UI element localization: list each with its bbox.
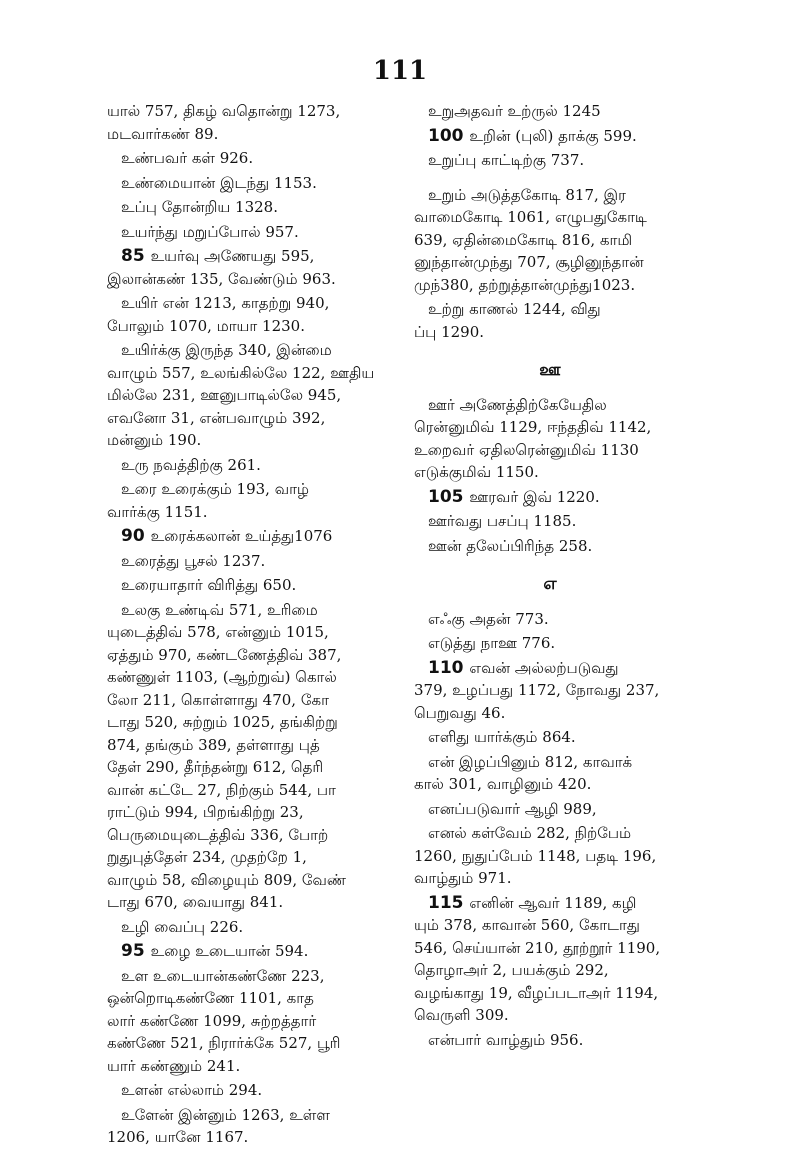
- index-entry: [107, 196, 379, 221]
- entry-line: [107, 221, 379, 244]
- entry-line: [414, 149, 686, 172]
- index-entry: [414, 535, 686, 560]
- entry-line: [107, 478, 379, 501]
- entry-number: 85: [121, 246, 151, 266]
- entry-line: [414, 298, 686, 321]
- index-entry: [107, 147, 379, 172]
- entry-line: [414, 892, 686, 915]
- entry-line: [107, 123, 379, 146]
- index-entry: [107, 1104, 379, 1151]
- entry-text: வார்க்கு 1151.: [107, 502, 208, 521]
- entry-text: எவனோ 31, என்பவாழும் 392,: [107, 408, 326, 427]
- entry-number: 115: [428, 892, 470, 913]
- entry-line: [107, 407, 379, 430]
- index-entry: [107, 940, 379, 965]
- entry-line: [107, 268, 379, 291]
- entry-line: [414, 959, 686, 982]
- entry-text: உளேன் இன்னும் 1263, உள்ள: [121, 1105, 330, 1124]
- index-entry: [414, 184, 686, 299]
- entry-line: [107, 987, 379, 1010]
- entry-text: 1206, யானே 1167.: [107, 1128, 249, 1146]
- entry-line: [107, 621, 379, 644]
- entry-text: உயர்வு அணேயது 595,: [150, 247, 315, 265]
- entry-line: [107, 916, 379, 939]
- entry-text: மடவார்கண் 89.: [107, 124, 219, 143]
- entry-line: [414, 632, 686, 655]
- entry-line: [414, 822, 686, 845]
- entry-line: [107, 666, 379, 689]
- entry-line: [414, 100, 686, 123]
- entry-text: பெறுவது 46.: [414, 703, 506, 722]
- entry-line: [107, 292, 379, 315]
- index-entry: [414, 632, 686, 657]
- entry-text: போலும் 1070, மாயா 1230.: [107, 316, 305, 335]
- entry-line: [107, 1032, 379, 1055]
- index-entry: [107, 245, 379, 292]
- index-entry: [414, 608, 686, 633]
- entry-number: 95: [121, 941, 151, 961]
- entry-text: லார் கண்ணே 1099, சுற்றத்தார்: [107, 1011, 317, 1030]
- entry-text: வெருளி 309.: [414, 1006, 509, 1024]
- entry-text: ஏத்தும் 970, கண்டணேத்திவ் 387,: [107, 645, 342, 664]
- entry-line: [107, 689, 379, 712]
- entry-line: [107, 245, 379, 268]
- entry-text: வாமைகோடி 1061, எழுபதுகோடி: [414, 208, 647, 226]
- entry-text: உறுஅதவர் உற்ருல் 1245: [428, 102, 601, 120]
- entry-text: ப்பு 1290.: [414, 322, 485, 341]
- entry-line: [107, 574, 379, 597]
- index-entry: [107, 916, 379, 941]
- entry-line: [414, 274, 686, 297]
- index-entry: [107, 478, 379, 525]
- entry-line: [107, 147, 379, 170]
- index-entry: [414, 298, 686, 345]
- entry-line: [107, 454, 379, 477]
- entry-text: வழங்காது 19, வீழப்படாஅர் 1194,: [414, 983, 659, 1002]
- entry-line: [107, 525, 379, 548]
- entry-line: [414, 251, 686, 274]
- entry-text: உள உடையான்கண்ணே 223,: [121, 966, 325, 985]
- index-entry: [107, 525, 379, 550]
- index-entry: [107, 339, 379, 454]
- entry-text: எஃகு அதன் 773.: [428, 609, 549, 628]
- entry-line: [414, 1004, 686, 1027]
- index-entry: [107, 965, 379, 1080]
- entry-text: உழை உடையான் 594.: [150, 942, 309, 960]
- entry-line: [107, 734, 379, 757]
- entry-text: 546, செய்யான் 210, தூற்றூர் 1190,: [414, 938, 661, 957]
- index-entry: [414, 510, 686, 535]
- index-entry: [414, 486, 686, 511]
- index-entry: [107, 221, 379, 246]
- entry-line: [107, 315, 379, 338]
- entry-text: மில்லே 231, ஊனுபாடில்லே 945,: [107, 386, 342, 404]
- entry-text: உரை உரைக்கும் 193, வாழ்: [121, 480, 309, 498]
- entry-text: உறின் (புலி) தாக்கு 599.: [469, 126, 637, 145]
- index-entry: [414, 125, 686, 150]
- entry-text: ஊர் அணேத்திற்கேயேதில: [428, 395, 607, 414]
- entry-text: உறைவர் ஏதிலரென்னுமிவ் 1130: [414, 440, 639, 459]
- entry-line: [107, 644, 379, 667]
- entry-line: [107, 824, 379, 847]
- entry-text: வாழ்தும் 971.: [414, 869, 512, 887]
- entry-line: [414, 206, 686, 229]
- entry-line: [414, 751, 686, 774]
- entry-text: ஊர்வது பசப்பு 1185.: [428, 512, 577, 530]
- entry-line: [107, 1055, 379, 1078]
- entry-text: லோ 211, கொள்ளாது 470, கோ: [107, 690, 329, 709]
- index-entry: [414, 100, 686, 125]
- entry-line: [107, 100, 379, 123]
- entry-line: [107, 172, 379, 195]
- entry-line: [414, 510, 686, 533]
- entry-line: [107, 779, 379, 802]
- index-entry: [107, 172, 379, 197]
- entry-text: உற்று காணல் 1244, விது: [428, 300, 601, 318]
- entry-text: உலகு உண்டிவ் 571, உரிமை: [121, 600, 318, 619]
- entry-number: 105: [428, 486, 470, 507]
- entry-text: கால் 301, வாழினும் 420.: [414, 775, 592, 793]
- left-column: [107, 100, 379, 1151]
- entry-text: ரென்னுமிவ் 1129, ஈந்ததிவ் 1142,: [414, 418, 652, 436]
- entry-line: [414, 535, 686, 558]
- entry-line: [107, 940, 379, 963]
- entry-line: [107, 384, 379, 407]
- entry-text: ராட்டும் 994, பிறங்கிற்று 23,: [107, 803, 304, 821]
- entry-text: உயிர் என் 1213, காதற்று 940,: [121, 294, 330, 312]
- entry-line: [414, 914, 686, 937]
- index-entry: [107, 292, 379, 339]
- entry-text: உழி வைப்பு 226.: [121, 917, 244, 936]
- entry-text: றுதுபுத்தேள் 234, முதற்றே 1,: [107, 848, 307, 866]
- entry-text: தேள் 290, தீர்ந்தன்று 612, தெரி: [107, 758, 324, 776]
- spacer: [414, 174, 686, 184]
- entry-text: யும் 378, காவான் 560, கோடாது: [414, 916, 640, 934]
- entry-text: உரைத்து பூசல் 1237.: [121, 551, 266, 570]
- entry-line: [107, 965, 379, 988]
- entry-text: எனல் கள்வேம் 282, நிற்பேம்: [428, 824, 632, 842]
- entry-line: [107, 846, 379, 869]
- entry-text: உயிர்க்கு இருந்த 340, இன்மை: [121, 341, 332, 359]
- index-entry: [414, 892, 686, 1029]
- entry-text: முந்380, தற்றுத்தான்முந்து1023.: [414, 275, 636, 294]
- index-entry: [107, 574, 379, 599]
- entry-text: உரைக்கலான் உய்த்து1076: [150, 527, 333, 545]
- entry-number: 90: [121, 526, 151, 546]
- entry-text: 1260, நுதுப்பேம் 1148, பதடி 196,: [414, 846, 657, 865]
- entry-text: ஒன்றொடிகண்ணே 1101, காத: [107, 989, 314, 1007]
- entry-text: வாழும் 58, விழையும் 809, வேண்: [107, 870, 346, 889]
- entry-text: உரையாதார் விரித்து 650.: [121, 576, 297, 594]
- section-letter-heading: ஊ: [539, 360, 561, 380]
- entry-text: யால் 757, திகழ் வதொன்று 1273,: [107, 102, 341, 120]
- entry-text: உயர்ந்து மறுப்போல் 957.: [121, 222, 299, 241]
- entry-text: 874, தங்கும் 389, தள்ளாது புத்: [107, 735, 320, 754]
- page-number: 111: [372, 56, 428, 86]
- entry-line: [414, 726, 686, 749]
- entry-text: எடுக்குமிவ் 1150.: [414, 463, 539, 481]
- entry-text: டாது 670, வையாது 841.: [107, 893, 284, 911]
- right-column: [414, 100, 686, 1053]
- entry-line: [107, 339, 379, 362]
- entry-text: 379, உழப்பது 1172, நோவது 237,: [414, 681, 660, 699]
- entry-line: [414, 125, 686, 148]
- index-entry: [414, 394, 686, 486]
- entry-line: [414, 321, 686, 344]
- entry-line: [107, 550, 379, 573]
- entry-line: [414, 461, 686, 484]
- entry-text: இலான்கண் 135, வேண்டும் 963.: [107, 269, 336, 288]
- entry-line: [107, 1104, 379, 1127]
- entry-line: [107, 1010, 379, 1033]
- index-entry: [414, 149, 686, 174]
- entry-line: [414, 937, 686, 960]
- entry-text: டாது 520, சுற்றும் 1025, தங்கிற்று: [107, 713, 338, 731]
- entry-line: [414, 982, 686, 1005]
- entry-text: உறும் அடுத்தகோடி 817, இர: [428, 185, 626, 204]
- entry-text: ஊரவர் இவ் 1220.: [469, 487, 600, 506]
- entry-text: எவன் அல்லற்படுவது: [469, 658, 619, 677]
- entry-text: யார் கண்ணும் 241.: [107, 1056, 241, 1075]
- entry-line: [414, 845, 686, 868]
- entry-text: கண்ணுள் 1103, (ஆற்றுவ்) கொல்: [107, 668, 337, 686]
- entry-line: [107, 501, 379, 524]
- entry-text: னுந்தான்முந்து 707, சூழினுந்தான்: [414, 253, 644, 271]
- index-entry: [414, 1029, 686, 1054]
- entry-text: எடுத்து நாஊ 776.: [428, 634, 556, 652]
- entry-line: [107, 869, 379, 892]
- entry-text: உப்பு தோன்றிய 1328.: [121, 198, 278, 216]
- entry-text: உண்மையான் இடந்து 1153.: [121, 173, 317, 192]
- entry-line: [107, 599, 379, 622]
- index-entry: [107, 100, 379, 147]
- entry-line: [414, 798, 686, 821]
- entry-text: உண்பவர் கள் 926.: [121, 149, 254, 167]
- entry-text: எனப்படுவார் ஆழி 989,: [428, 799, 597, 818]
- entry-line: [107, 196, 379, 219]
- entry-text: உளன் எல்லாம் 294.: [121, 1081, 263, 1099]
- entry-line: [107, 429, 379, 452]
- entry-line: [414, 439, 686, 462]
- entry-line: [414, 702, 686, 725]
- entry-line: [107, 1126, 379, 1149]
- entry-text: என்பார் வாழ்தும் 956.: [428, 1030, 584, 1049]
- entry-line: [107, 891, 379, 914]
- entry-line: [414, 229, 686, 252]
- entry-text: என் இழப்பினும் 812, காவாக்: [428, 752, 633, 771]
- entry-line: [414, 184, 686, 207]
- entry-line: [107, 756, 379, 779]
- index-entry: [414, 822, 686, 892]
- entry-line: [107, 1079, 379, 1102]
- index-entry: [414, 751, 686, 798]
- entry-text: ஊன் தலேப்பிரிந்த 258.: [428, 536, 593, 555]
- index-entry: [107, 599, 379, 916]
- entry-text: உரு நவத்திற்கு 261.: [121, 455, 261, 474]
- entry-text: யுடைத்திவ் 578, என்னும் 1015,: [107, 623, 329, 641]
- entry-line: [414, 1029, 686, 1052]
- entry-text: 639, ஏதின்மைகோடி 816, காமி: [414, 230, 633, 249]
- entry-text: எனின் ஆவர் 1189, கழி: [469, 893, 637, 912]
- entry-line: [414, 679, 686, 702]
- entry-line: [107, 362, 379, 385]
- entry-line: [414, 773, 686, 796]
- index-entry: [414, 726, 686, 751]
- entry-line: [107, 801, 379, 824]
- entry-text: உறுப்பு காட்டிற்கு 737.: [428, 151, 585, 169]
- entry-line: [107, 711, 379, 734]
- entry-line: [414, 416, 686, 439]
- entry-number: 100: [428, 125, 470, 146]
- entry-text: வான் கட்டே 27, நிற்கும் 544, பா: [107, 780, 336, 799]
- entry-line: [414, 657, 686, 680]
- entry-line: [414, 394, 686, 417]
- index-entry: [414, 798, 686, 823]
- entry-text: பெருமையுடைத்திவ் 336, போற்: [107, 825, 329, 844]
- entry-line: [414, 608, 686, 631]
- section-letter-heading: எ: [543, 574, 557, 594]
- entry-line: [414, 486, 686, 509]
- entry-text: தொழாஅர் 2, பயக்கும் 292,: [414, 961, 609, 979]
- entry-text: கண்ணே 521, நிரார்க்கே 527, பூரி: [107, 1034, 341, 1052]
- entry-line: [414, 867, 686, 890]
- index-entry: [414, 657, 686, 727]
- entry-number: 110: [428, 657, 470, 678]
- index-entry: [107, 454, 379, 479]
- entry-text: எளிது யார்க்கும் 864.: [428, 728, 576, 746]
- entry-text: வாழும் 557, உலங்கில்லே 122, ஊதிய: [107, 363, 375, 382]
- index-entry: [107, 550, 379, 575]
- entry-text: மன்னும் 190.: [107, 431, 202, 449]
